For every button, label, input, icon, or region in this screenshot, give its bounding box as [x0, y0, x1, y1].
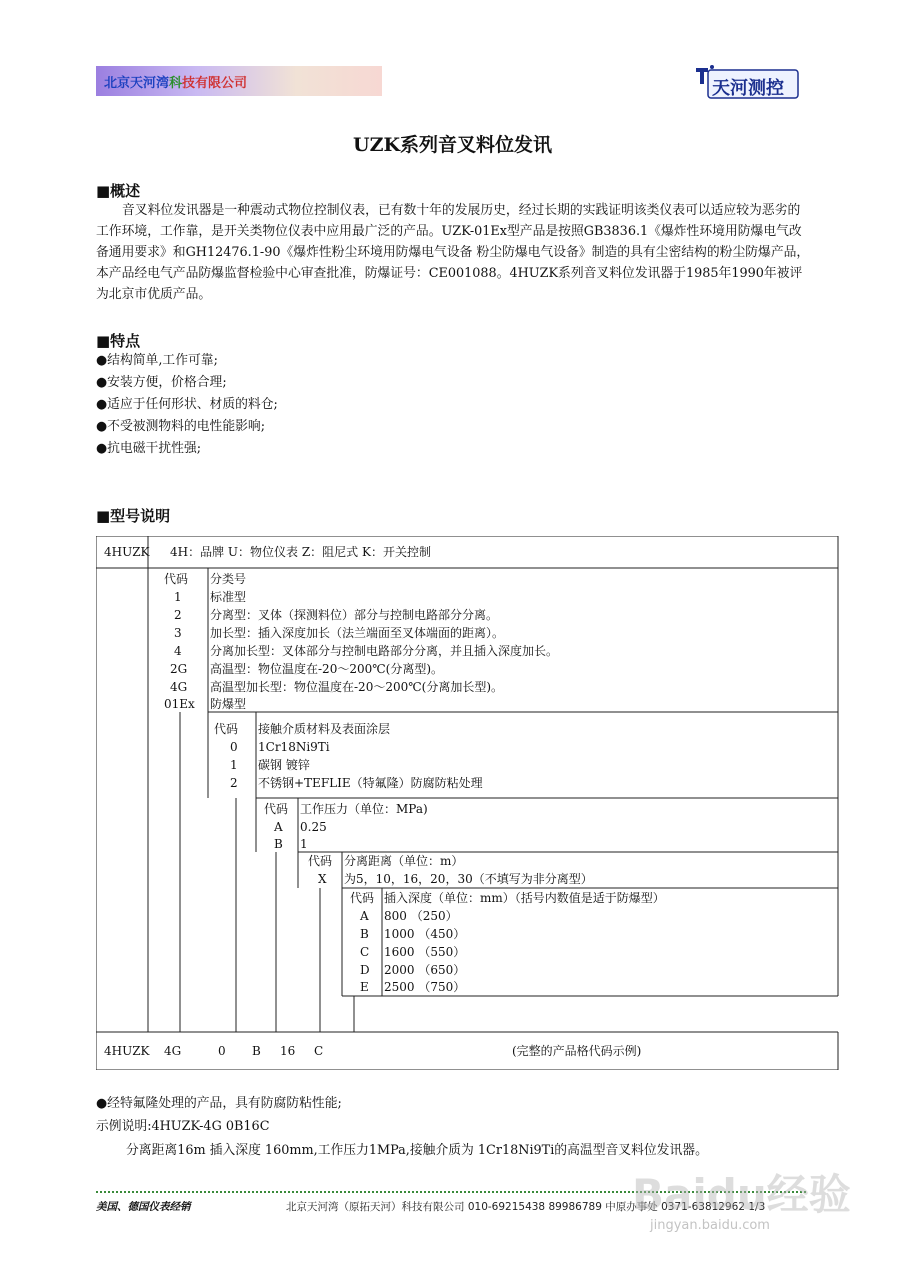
logo-text: 天河测控: [712, 78, 784, 99]
level2-desc: 不锈钢+TEFLIE（特氟隆）防腐防粘处理: [258, 776, 483, 790]
level1-code: 2: [174, 608, 182, 622]
level2-code-header: 代码: [214, 722, 239, 736]
example-explanation: 示例说明:4HUZK-4G 0B16C: [96, 1119, 270, 1134]
brand-description: 4H：品牌 U：物位仪表 Z：阻尼式 K：开关控制: [170, 545, 431, 559]
level1-desc: 高温型：物位温度在-20～200℃(分离型)。: [210, 662, 444, 676]
page-title: UZK系列音叉料位发讯: [353, 134, 552, 156]
level5-code: E: [360, 980, 369, 994]
overview-heading: ■概述: [96, 182, 141, 200]
level4-code: X: [318, 872, 327, 886]
level5-desc: 1000 （450）: [384, 927, 466, 941]
footer-left-text: 美国、德国仪表经销: [96, 1201, 191, 1213]
level1-code: 4: [174, 644, 182, 658]
level5-code: A: [360, 909, 369, 923]
level5-code: D: [360, 963, 370, 977]
level1-desc: 分离加长型：叉体部分与控制电路部分分离，并且插入深度加长。: [210, 644, 559, 658]
level1-code-header: 代码: [164, 572, 189, 586]
level3-code: A: [274, 820, 283, 834]
brand-code: 4HUZK: [104, 545, 150, 559]
example-code-distance: 16: [280, 1044, 296, 1058]
level1-code: 4G: [170, 680, 188, 694]
overview-paragraph: [96, 200, 812, 305]
level5-desc: 800 （250）: [384, 909, 458, 923]
level1-code: 2G: [170, 662, 188, 676]
level5-code: C: [360, 945, 370, 959]
example-code-material: 0: [218, 1044, 226, 1058]
level1-desc: 高温型加长型：物位温度在-20～200℃(分离加长型)。: [210, 680, 504, 694]
example-code-depth: C: [314, 1044, 324, 1058]
baidu-watermark-url: jingyan.baidu.com: [650, 1218, 770, 1233]
example-note: (完整的产品格代码示例): [512, 1044, 642, 1058]
feature-item: ●结构简单,工作可靠;: [96, 353, 218, 368]
level4-desc-header: 分离距离（单位：m）: [344, 854, 464, 868]
level5-desc: 2000 （650）: [384, 963, 466, 977]
level2-desc: 碳钢 镀锌: [258, 758, 310, 772]
company-name-part: 技有限公司: [182, 76, 248, 91]
overview-text: 音叉料位发讯器是一种震动式物位控制仪表，已有数十年的发展历史，经过长期的实践证明该类仪表可以适应较为恶劣的工作环境，工作靠，是开关类物位仪表中应用最广泛的产品。UZK-01Ex型产品是按照GB3836.1《爆炸性环境用防爆电气改备通用要求》和GH12476.1-90《爆炸性粉尘环境用防爆电气设备 粉尘防爆电气设备》制造的具有尘密结构的粉尘防爆产品，本产品经电气产品防爆监督检验中心审查批准，防爆证号：CE001088。4HUZK系列音叉料位发讯器于1985年1990年被评为北京市优质产品。: [96, 203, 810, 302]
level1-code: 3: [174, 626, 182, 640]
level3-desc: 0.25: [300, 820, 327, 834]
example-code-brand: 4HUZK: [104, 1044, 150, 1058]
level1-code: 01Ex: [164, 697, 195, 711]
level2-code: 2: [230, 776, 238, 790]
level3-code: B: [274, 837, 283, 851]
company-name-part: 科: [169, 76, 183, 91]
level3-code-header: 代码: [264, 802, 289, 816]
level1-desc: 加长型：插入深度加长（法兰端面至叉体端面的距离）。: [210, 626, 505, 640]
level2-desc: 1Cr18Ni9Ti: [258, 740, 330, 754]
level1-desc: 分离型：叉体（探测料位）部分与控制电路部分分离。: [210, 608, 499, 622]
level2-code: 1: [230, 758, 238, 772]
level3-desc: 1: [300, 837, 308, 851]
level5-code: B: [360, 927, 369, 941]
model-heading: ■型号说明: [96, 507, 171, 525]
level5-desc: 1600 （550）: [384, 945, 466, 959]
level4-code-header: 代码: [308, 854, 333, 868]
level1-desc: 防爆型: [210, 697, 247, 711]
level5-desc: 2500 （750）: [384, 980, 466, 994]
company-name: [104, 72, 247, 91]
level5-desc-header: 插入深度（单位：mm）（括号内数值是适于防爆型）: [384, 891, 665, 905]
level3-desc-header: 工作压力（单位：MPa): [300, 802, 428, 816]
feature-item: ●不受被测物料的电性能影响;: [96, 419, 266, 434]
model-code-diagram: [96, 536, 840, 1070]
level1-desc: 标准型: [210, 590, 247, 604]
level5-code-header: 代码: [350, 891, 375, 905]
baidu-watermark: Baidu经验: [632, 1170, 851, 1219]
features-list: [96, 350, 278, 460]
example-code-type: 4G: [164, 1044, 182, 1058]
company-name-part: 北京天河湾: [104, 76, 170, 91]
example-description: 分离距离16m 插入深度 160mm,工作压力1MPa,接触介质为 1Cr18Ni9Ti的高温型音叉料位发讯器。: [126, 1143, 708, 1158]
level2-desc-header: 接触介质材料及表面涂层: [258, 722, 391, 736]
level2-code: 0: [230, 740, 238, 754]
footer-right-text: 北京天河湾（原拓天河）科技有限公司 010-69215438 89986789 中原办事处 0371-63812962 1/3: [286, 1201, 766, 1213]
teflon-note: ●经特氟隆处理的产品，具有防腐防粘性能;: [96, 1096, 342, 1111]
feature-item: ●抗电磁干扰性强;: [96, 441, 202, 456]
features-heading: ■特点: [96, 332, 141, 350]
feature-item: ●适应于任何形状、材质的料仓;: [96, 397, 278, 412]
level4-desc: 为5，10，16，20，30（不填写为非分离型）: [344, 872, 593, 886]
level1-code: 1: [174, 590, 182, 604]
feature-item: ●安装方便，价格合理;: [96, 375, 227, 390]
level1-desc-header: 分类号: [210, 572, 247, 586]
example-code-pressure: B: [252, 1044, 261, 1058]
